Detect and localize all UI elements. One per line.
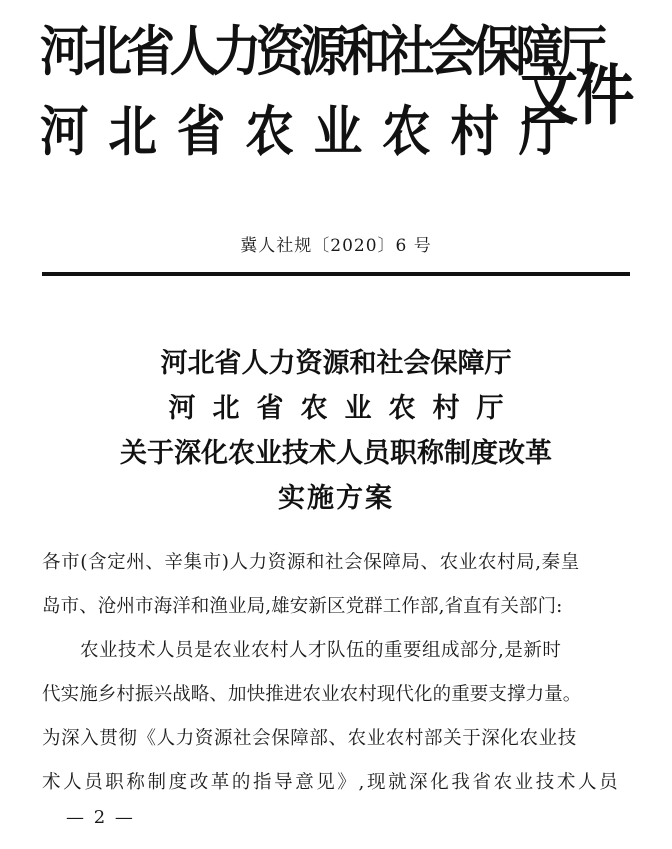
page-number: — 2 — xyxy=(66,807,135,828)
issuer-name-agriculture: 河北省农业农村厅 xyxy=(40,100,588,163)
header-divider xyxy=(42,272,630,276)
body-line-4: 代实施乡村振兴战略、加快推进农业农村现代化的重要支撑力量。 xyxy=(42,684,582,705)
body-line-1: 各市(含定州、辛集市)人力资源和社会保障局、农业农村局,秦皇 xyxy=(42,552,580,573)
body-line-2: 岛市、沧州市海洋和渔业局,雄安新区党群工作部,省直有关部门: xyxy=(42,596,563,617)
title-line-3: 关于深化农业技术人员职称制度改革 xyxy=(120,438,552,469)
title-line-2: 河北省农业农村厅 xyxy=(168,393,521,424)
document-type-label: 文件 xyxy=(520,57,633,134)
issuer-name-hrss: 河北省人力资源和社会保障厅 xyxy=(40,20,602,83)
body-line-6: 术人员职称制度改革的指导意见》,现就深化我省农业技术人员 xyxy=(42,772,621,793)
title-line-4: 实施方案 xyxy=(278,483,394,514)
title-line-1: 河北省人力资源和社会保障厅 xyxy=(160,348,512,379)
body-line-5: 为深入贯彻《人力资源社会保障部、农业农村部关于深化农业技 xyxy=(42,728,577,749)
document-number: 冀人社规〔2020〕6 号 xyxy=(240,236,432,256)
body-line-3: 农业技术人员是农业农村人才队伍的重要组成部分,是新时 xyxy=(80,640,562,661)
